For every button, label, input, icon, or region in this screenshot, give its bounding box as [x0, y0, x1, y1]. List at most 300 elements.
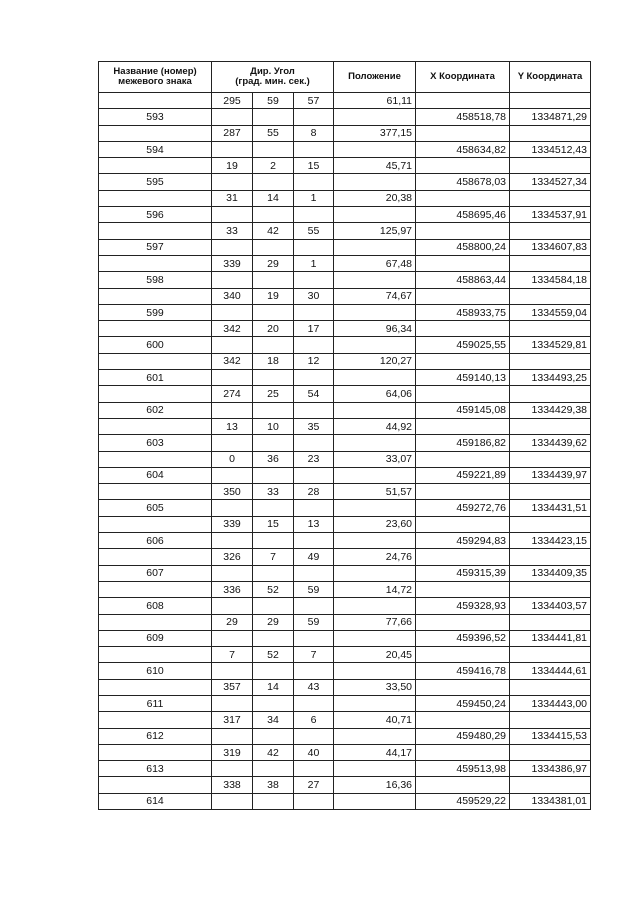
point-name-cell: 605	[99, 500, 212, 516]
seconds-cell: 13	[294, 516, 334, 532]
segment-row	[99, 549, 591, 565]
seconds-cell: 12	[294, 353, 334, 369]
point-row	[99, 793, 591, 809]
y-coordinate-cell: 1334537,91	[510, 207, 591, 223]
y-coordinate-cell: 1334527,34	[510, 174, 591, 190]
point-row	[99, 435, 591, 451]
degrees-cell: 342	[212, 353, 253, 369]
y-coordinate-cell	[510, 744, 591, 760]
degrees-cell	[212, 630, 253, 646]
seconds-cell: 7	[294, 647, 334, 663]
x-coordinate-cell: 459186,82	[416, 435, 510, 451]
point-row	[99, 239, 591, 255]
point-name-cell: 594	[99, 141, 212, 157]
minutes-cell: 19	[253, 288, 294, 304]
degrees-cell: 336	[212, 581, 253, 597]
degrees-cell: 326	[212, 549, 253, 565]
degrees-cell	[212, 272, 253, 288]
length-cell	[334, 565, 416, 581]
degrees-cell: 350	[212, 484, 253, 500]
seconds-cell: 28	[294, 484, 334, 500]
minutes-cell	[253, 370, 294, 386]
point-name-cell	[99, 777, 212, 793]
minutes-cell: 38	[253, 777, 294, 793]
y-coordinate-cell: 1334529,81	[510, 337, 591, 353]
degrees-cell: 317	[212, 712, 253, 728]
minutes-cell: 14	[253, 679, 294, 695]
seconds-cell: 27	[294, 777, 334, 793]
degrees-cell: 340	[212, 288, 253, 304]
point-name-cell: 607	[99, 565, 212, 581]
x-coordinate-cell	[416, 190, 510, 206]
y-coordinate-cell: 1334429,38	[510, 402, 591, 418]
point-name-cell	[99, 158, 212, 174]
header-x: X Координата	[416, 62, 510, 93]
minutes-cell	[253, 239, 294, 255]
segment-row	[99, 190, 591, 206]
length-cell: 51,57	[334, 484, 416, 500]
minutes-cell: 55	[253, 125, 294, 141]
point-row	[99, 272, 591, 288]
point-name-cell: 601	[99, 370, 212, 386]
minutes-cell	[253, 109, 294, 125]
point-row	[99, 533, 591, 549]
seconds-cell: 54	[294, 386, 334, 402]
degrees-cell: 31	[212, 190, 253, 206]
degrees-cell: 295	[212, 93, 253, 109]
minutes-cell: 29	[253, 614, 294, 630]
point-name-cell: 603	[99, 435, 212, 451]
header-name-line1: Название (номер)	[113, 66, 197, 77]
y-coordinate-cell: 1334439,97	[510, 467, 591, 483]
point-name-cell	[99, 386, 212, 402]
point-name-cell	[99, 321, 212, 337]
segment-row	[99, 679, 591, 695]
minutes-cell	[253, 793, 294, 809]
seconds-cell: 1	[294, 255, 334, 271]
x-coordinate-cell	[416, 353, 510, 369]
point-row	[99, 304, 591, 320]
table-body	[99, 93, 591, 810]
header-length: Положение	[334, 62, 416, 93]
point-name-cell	[99, 353, 212, 369]
y-coordinate-cell: 1334409,35	[510, 565, 591, 581]
x-coordinate-cell: 458634,82	[416, 141, 510, 157]
x-coordinate-cell	[416, 451, 510, 467]
minutes-cell	[253, 761, 294, 777]
point-row	[99, 695, 591, 711]
seconds-cell	[294, 630, 334, 646]
y-coordinate-cell	[510, 418, 591, 434]
x-coordinate-cell: 459140,13	[416, 370, 510, 386]
seconds-cell: 55	[294, 223, 334, 239]
x-coordinate-cell: 459025,55	[416, 337, 510, 353]
degrees-cell	[212, 728, 253, 744]
point-name-cell	[99, 614, 212, 630]
minutes-cell: 34	[253, 712, 294, 728]
point-name-cell	[99, 418, 212, 434]
degrees-cell	[212, 565, 253, 581]
degrees-cell: 33	[212, 223, 253, 239]
point-name-cell: 606	[99, 533, 212, 549]
y-coordinate-cell: 1334871,29	[510, 109, 591, 125]
length-cell	[334, 402, 416, 418]
length-cell	[334, 272, 416, 288]
segment-row	[99, 647, 591, 663]
seconds-cell	[294, 239, 334, 255]
degrees-cell: 7	[212, 647, 253, 663]
degrees-cell	[212, 207, 253, 223]
seconds-cell: 6	[294, 712, 334, 728]
length-cell: 45,71	[334, 158, 416, 174]
length-cell	[334, 239, 416, 255]
x-coordinate-cell: 459328,93	[416, 598, 510, 614]
y-coordinate-cell	[510, 386, 591, 402]
point-row	[99, 174, 591, 190]
length-cell	[334, 337, 416, 353]
y-coordinate-cell: 1334584,18	[510, 272, 591, 288]
y-coordinate-cell	[510, 777, 591, 793]
degrees-cell	[212, 402, 253, 418]
header-row	[99, 62, 591, 93]
length-cell: 20,38	[334, 190, 416, 206]
seconds-cell: 57	[294, 93, 334, 109]
seconds-cell: 40	[294, 744, 334, 760]
point-name-cell: 596	[99, 207, 212, 223]
y-coordinate-cell	[510, 614, 591, 630]
x-coordinate-cell	[416, 158, 510, 174]
degrees-cell: 19	[212, 158, 253, 174]
length-cell	[334, 793, 416, 809]
segment-row	[99, 321, 591, 337]
x-coordinate-cell	[416, 614, 510, 630]
segment-row	[99, 125, 591, 141]
point-row	[99, 728, 591, 744]
length-cell: 14,72	[334, 581, 416, 597]
y-coordinate-cell	[510, 93, 591, 109]
seconds-cell	[294, 728, 334, 744]
degrees-cell	[212, 663, 253, 679]
seconds-cell	[294, 793, 334, 809]
degrees-cell	[212, 109, 253, 125]
point-name-cell: 597	[99, 239, 212, 255]
degrees-cell	[212, 598, 253, 614]
x-coordinate-cell: 458678,03	[416, 174, 510, 190]
segment-row	[99, 223, 591, 239]
seconds-cell: 43	[294, 679, 334, 695]
seconds-cell	[294, 565, 334, 581]
degrees-cell	[212, 533, 253, 549]
degrees-cell	[212, 304, 253, 320]
point-name-cell	[99, 288, 212, 304]
point-name-cell: 598	[99, 272, 212, 288]
degrees-cell: 29	[212, 614, 253, 630]
minutes-cell: 52	[253, 581, 294, 597]
length-cell: 74,67	[334, 288, 416, 304]
point-name-cell	[99, 744, 212, 760]
seconds-cell: 1	[294, 190, 334, 206]
minutes-cell: 2	[253, 158, 294, 174]
point-name-cell: 602	[99, 402, 212, 418]
x-coordinate-cell: 459272,76	[416, 500, 510, 516]
point-name-cell	[99, 679, 212, 695]
minutes-cell: 15	[253, 516, 294, 532]
table-header	[99, 62, 591, 93]
length-cell: 377,15	[334, 125, 416, 141]
y-coordinate-cell: 1334431,51	[510, 500, 591, 516]
length-cell	[334, 109, 416, 125]
degrees-cell: 13	[212, 418, 253, 434]
point-name-cell: 593	[99, 109, 212, 125]
minutes-cell: 42	[253, 223, 294, 239]
seconds-cell	[294, 695, 334, 711]
x-coordinate-cell: 459315,39	[416, 565, 510, 581]
point-name-cell	[99, 549, 212, 565]
seconds-cell	[294, 337, 334, 353]
length-cell	[334, 695, 416, 711]
point-name-cell: 600	[99, 337, 212, 353]
length-cell: 44,17	[334, 744, 416, 760]
x-coordinate-cell: 458933,75	[416, 304, 510, 320]
header-angle-line1: Дир. Угол	[250, 66, 295, 77]
y-coordinate-cell: 1334444,61	[510, 663, 591, 679]
x-coordinate-cell: 458863,44	[416, 272, 510, 288]
seconds-cell: 15	[294, 158, 334, 174]
length-cell	[334, 728, 416, 744]
minutes-cell	[253, 402, 294, 418]
x-coordinate-cell: 458800,24	[416, 239, 510, 255]
seconds-cell: 17	[294, 321, 334, 337]
x-coordinate-cell	[416, 93, 510, 109]
seconds-cell	[294, 761, 334, 777]
minutes-cell: 42	[253, 744, 294, 760]
y-coordinate-cell	[510, 288, 591, 304]
seconds-cell	[294, 272, 334, 288]
point-row	[99, 565, 591, 581]
x-coordinate-cell	[416, 125, 510, 141]
point-row	[99, 598, 591, 614]
degrees-cell	[212, 500, 253, 516]
point-row	[99, 663, 591, 679]
y-coordinate-cell: 1334423,15	[510, 533, 591, 549]
x-coordinate-cell: 459416,78	[416, 663, 510, 679]
minutes-cell: 18	[253, 353, 294, 369]
y-coordinate-cell	[510, 190, 591, 206]
point-name-cell	[99, 190, 212, 206]
y-coordinate-cell	[510, 125, 591, 141]
length-cell	[334, 467, 416, 483]
segment-row	[99, 484, 591, 500]
y-coordinate-cell: 1334415,53	[510, 728, 591, 744]
length-cell	[334, 304, 416, 320]
segment-row	[99, 744, 591, 760]
point-name-cell	[99, 516, 212, 532]
y-coordinate-cell: 1334493,25	[510, 370, 591, 386]
degrees-cell: 338	[212, 777, 253, 793]
length-cell: 33,50	[334, 679, 416, 695]
x-coordinate-cell	[416, 516, 510, 532]
point-name-cell: 613	[99, 761, 212, 777]
x-coordinate-cell	[416, 418, 510, 434]
x-coordinate-cell: 458518,78	[416, 109, 510, 125]
point-name-cell	[99, 125, 212, 141]
boundary-points-table	[98, 61, 591, 810]
y-coordinate-cell: 1334381,01	[510, 793, 591, 809]
y-coordinate-cell	[510, 255, 591, 271]
degrees-cell: 357	[212, 679, 253, 695]
degrees-cell: 339	[212, 255, 253, 271]
seconds-cell	[294, 174, 334, 190]
minutes-cell	[253, 663, 294, 679]
seconds-cell: 30	[294, 288, 334, 304]
x-coordinate-cell	[416, 255, 510, 271]
minutes-cell: 14	[253, 190, 294, 206]
header-angle	[212, 62, 334, 93]
minutes-cell	[253, 435, 294, 451]
x-coordinate-cell: 459450,24	[416, 695, 510, 711]
degrees-cell: 287	[212, 125, 253, 141]
x-coordinate-cell	[416, 386, 510, 402]
seconds-cell	[294, 402, 334, 418]
length-cell: 125,97	[334, 223, 416, 239]
y-coordinate-cell	[510, 712, 591, 728]
length-cell	[334, 761, 416, 777]
x-coordinate-cell	[416, 647, 510, 663]
length-cell: 67,48	[334, 255, 416, 271]
length-cell: 77,66	[334, 614, 416, 630]
length-cell: 20,45	[334, 647, 416, 663]
point-name-cell: 599	[99, 304, 212, 320]
y-coordinate-cell	[510, 158, 591, 174]
segment-row	[99, 418, 591, 434]
x-coordinate-cell	[416, 288, 510, 304]
point-row	[99, 630, 591, 646]
point-name-cell: 610	[99, 663, 212, 679]
length-cell: 23,60	[334, 516, 416, 532]
y-coordinate-cell	[510, 549, 591, 565]
seconds-cell	[294, 109, 334, 125]
seconds-cell: 35	[294, 418, 334, 434]
seconds-cell: 8	[294, 125, 334, 141]
x-coordinate-cell: 459529,22	[416, 793, 510, 809]
length-cell	[334, 435, 416, 451]
y-coordinate-cell: 1334441,81	[510, 630, 591, 646]
degrees-cell	[212, 467, 253, 483]
x-coordinate-cell	[416, 679, 510, 695]
point-name-cell	[99, 484, 212, 500]
length-cell: 40,71	[334, 712, 416, 728]
x-coordinate-cell	[416, 712, 510, 728]
minutes-cell: 29	[253, 255, 294, 271]
degrees-cell	[212, 695, 253, 711]
point-row	[99, 207, 591, 223]
point-name-cell	[99, 647, 212, 663]
point-name-cell: 614	[99, 793, 212, 809]
segment-row	[99, 451, 591, 467]
y-coordinate-cell	[510, 581, 591, 597]
x-coordinate-cell: 459396,52	[416, 630, 510, 646]
y-coordinate-cell: 1334443,00	[510, 695, 591, 711]
point-row	[99, 109, 591, 125]
length-cell: 120,27	[334, 353, 416, 369]
y-coordinate-cell	[510, 353, 591, 369]
y-coordinate-cell: 1334607,83	[510, 239, 591, 255]
length-cell: 16,36	[334, 777, 416, 793]
x-coordinate-cell: 459145,08	[416, 402, 510, 418]
minutes-cell	[253, 630, 294, 646]
minutes-cell	[253, 728, 294, 744]
minutes-cell	[253, 272, 294, 288]
point-name-cell: 609	[99, 630, 212, 646]
point-name-cell: 608	[99, 598, 212, 614]
length-cell: 61,11	[334, 93, 416, 109]
x-coordinate-cell	[416, 581, 510, 597]
degrees-cell: 0	[212, 451, 253, 467]
length-cell	[334, 370, 416, 386]
point-row	[99, 370, 591, 386]
x-coordinate-cell	[416, 744, 510, 760]
segment-row	[99, 353, 591, 369]
segment-row	[99, 712, 591, 728]
minutes-cell	[253, 337, 294, 353]
y-coordinate-cell	[510, 679, 591, 695]
y-coordinate-cell	[510, 516, 591, 532]
x-coordinate-cell	[416, 321, 510, 337]
length-cell	[334, 500, 416, 516]
y-coordinate-cell: 1334386,97	[510, 761, 591, 777]
point-name-cell: 611	[99, 695, 212, 711]
seconds-cell: 23	[294, 451, 334, 467]
point-row	[99, 500, 591, 516]
length-cell: 44,92	[334, 418, 416, 434]
degrees-cell	[212, 337, 253, 353]
header-name-line2: межевого знака	[118, 76, 192, 87]
header-angle-line2: (град. мин. сек.)	[235, 76, 310, 87]
segment-row	[99, 777, 591, 793]
minutes-cell: 10	[253, 418, 294, 434]
seconds-cell: 59	[294, 581, 334, 597]
point-name-cell	[99, 93, 212, 109]
segment-row	[99, 255, 591, 271]
y-coordinate-cell	[510, 451, 591, 467]
minutes-cell	[253, 304, 294, 320]
minutes-cell: 59	[253, 93, 294, 109]
y-coordinate-cell	[510, 647, 591, 663]
x-coordinate-cell	[416, 549, 510, 565]
minutes-cell	[253, 695, 294, 711]
length-cell	[334, 598, 416, 614]
x-coordinate-cell: 459480,29	[416, 728, 510, 744]
length-cell	[334, 141, 416, 157]
length-cell	[334, 174, 416, 190]
length-cell	[334, 630, 416, 646]
point-name-cell: 595	[99, 174, 212, 190]
y-coordinate-cell: 1334439,62	[510, 435, 591, 451]
y-coordinate-cell	[510, 484, 591, 500]
degrees-cell	[212, 761, 253, 777]
header-y: Y Координата	[510, 62, 591, 93]
y-coordinate-cell	[510, 321, 591, 337]
length-cell: 24,76	[334, 549, 416, 565]
minutes-cell	[253, 533, 294, 549]
degrees-cell	[212, 141, 253, 157]
minutes-cell	[253, 598, 294, 614]
x-coordinate-cell: 459513,98	[416, 761, 510, 777]
length-cell: 64,06	[334, 386, 416, 402]
minutes-cell	[253, 500, 294, 516]
seconds-cell	[294, 304, 334, 320]
degrees-cell: 339	[212, 516, 253, 532]
